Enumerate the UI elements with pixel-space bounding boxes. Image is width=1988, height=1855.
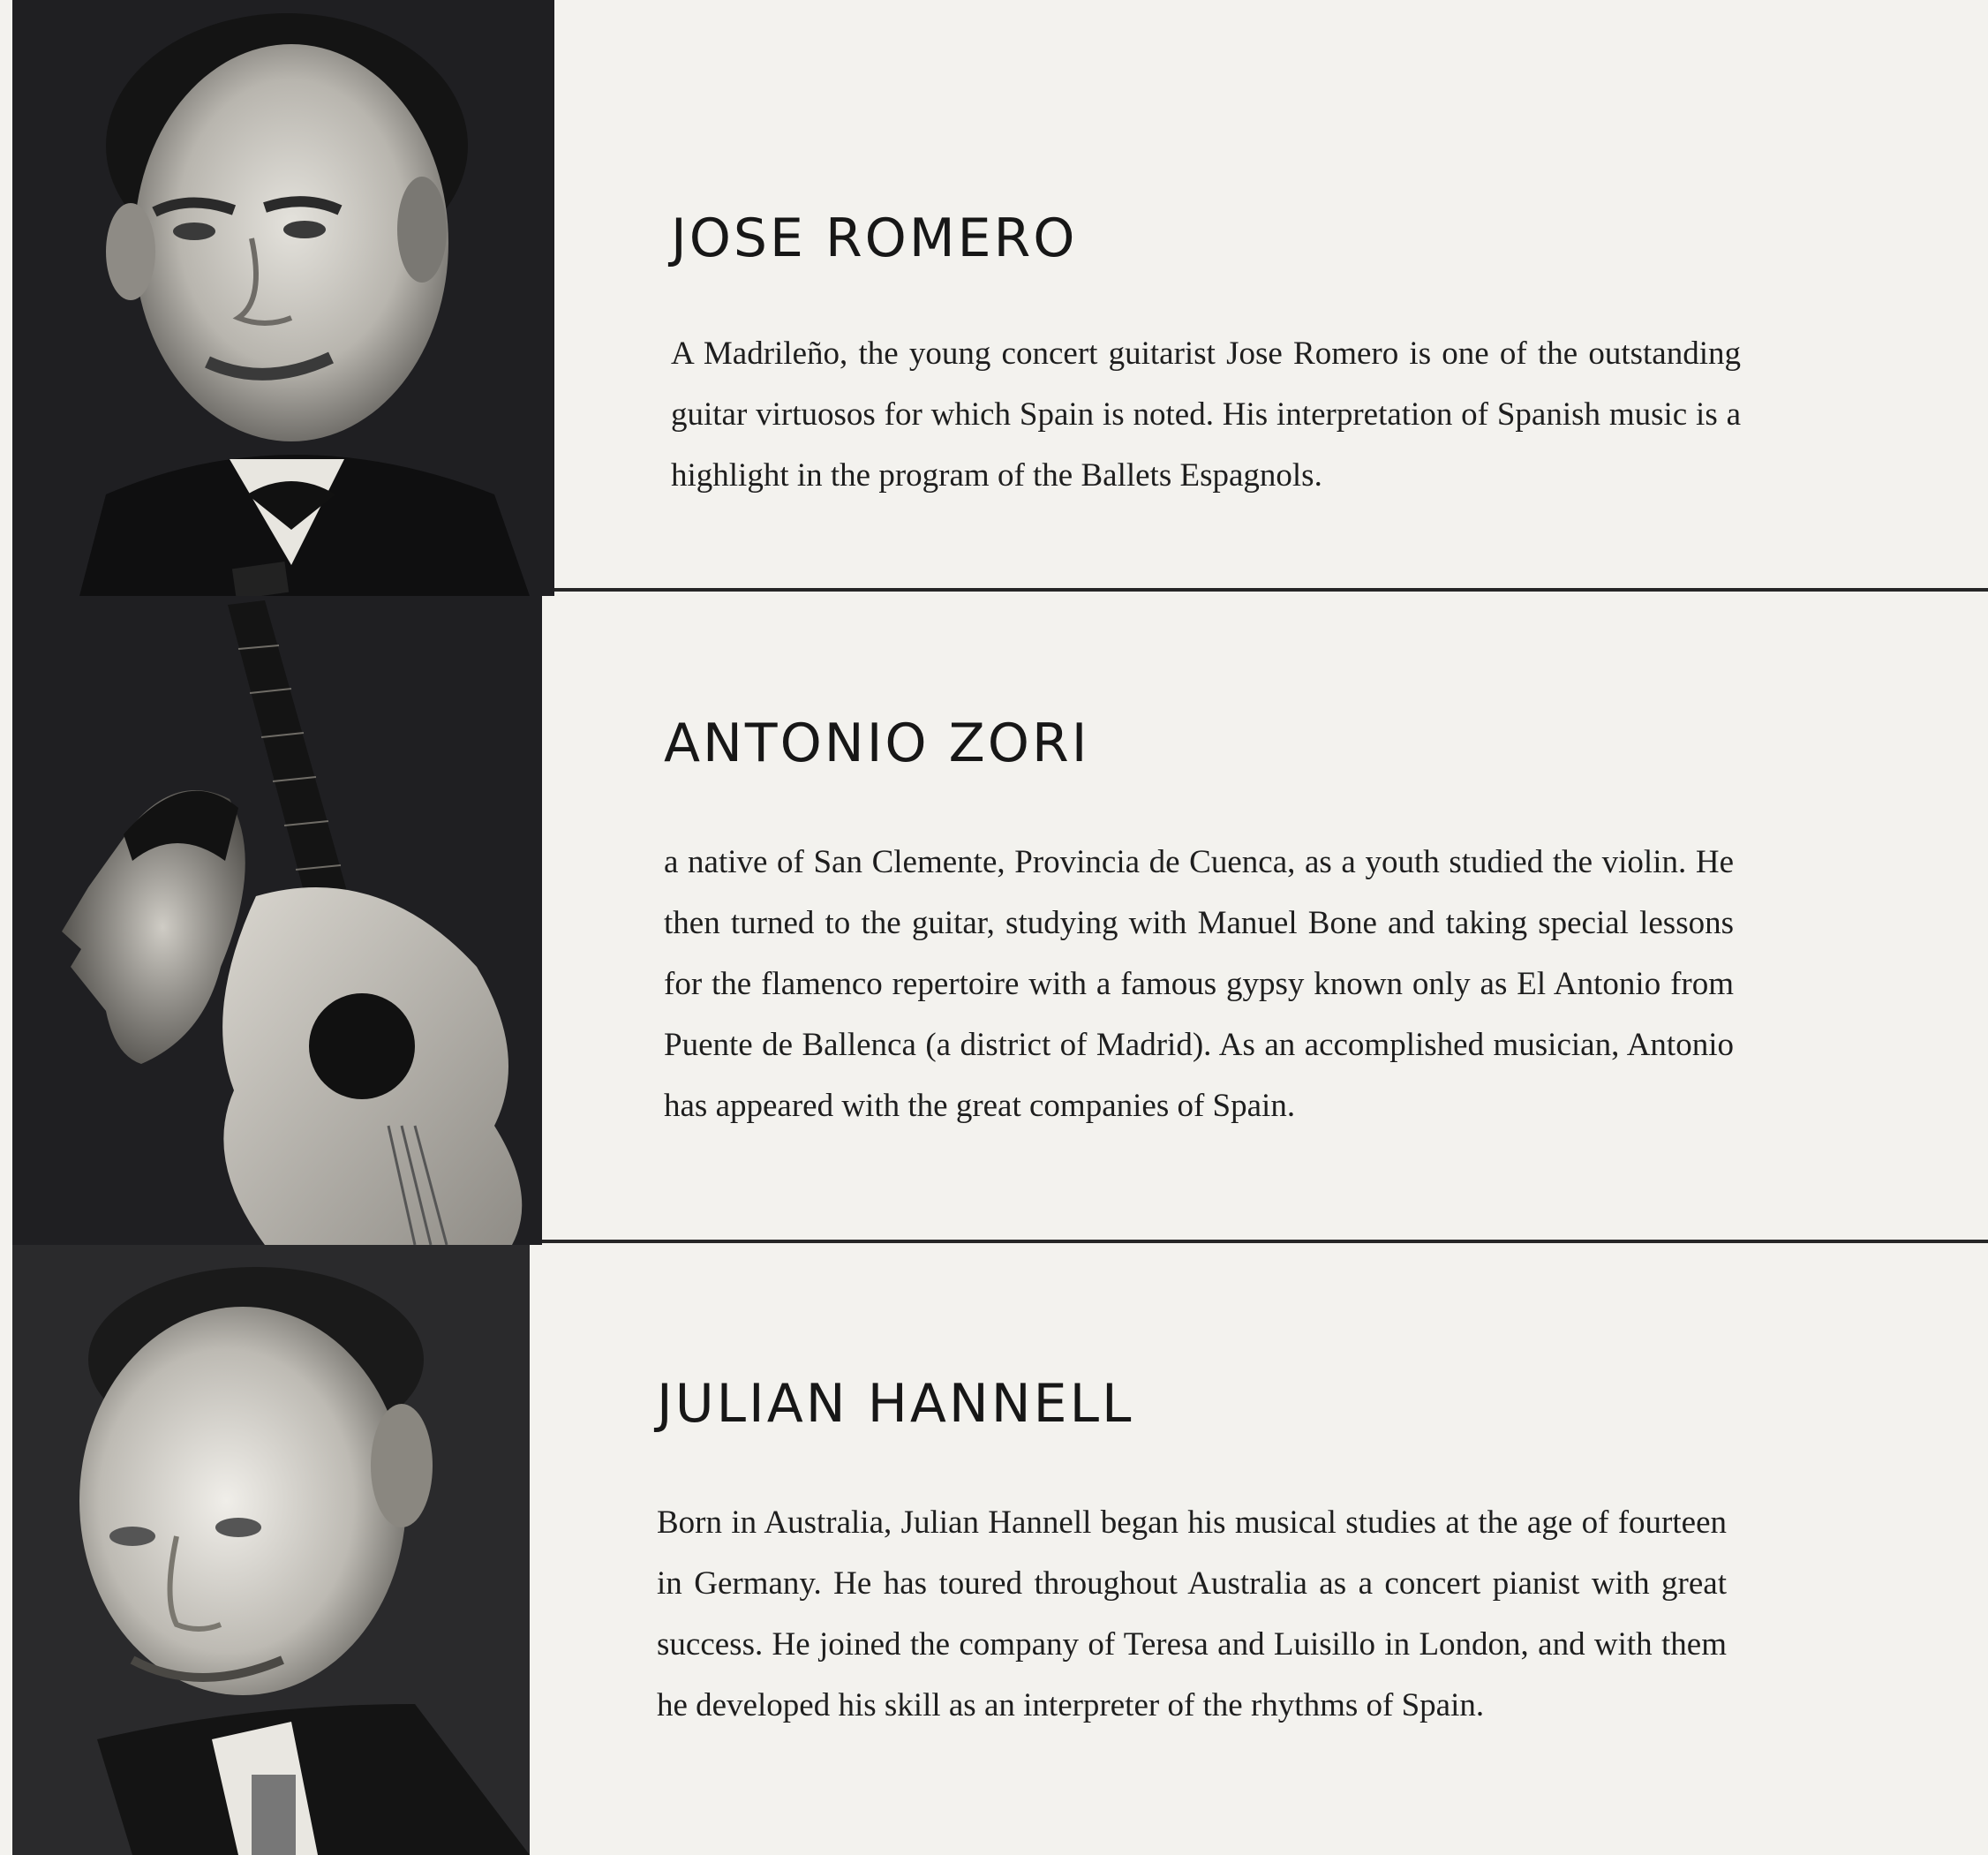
musician-bio: a native of San Clemente, Provincia de Cuenca, as a youth studied the violin. He then turned to the guitar, studying with Manuel Bone and taking special lessons for the flamenco repertoire with a famous gypsy known only as El Antonio from Puente de Ballenca (a district of Madrid). As an accomplished musician, Antonio has appeared with the great companies of Spain. (664, 844, 1734, 1124)
portrait-julian-hannell (0, 1245, 530, 1855)
portrait-jose-romero (0, 0, 554, 596)
bio-antonio-zori (664, 713, 1734, 1136)
musician-name: JOSE ROMERO (671, 207, 1078, 269)
section-divider (554, 588, 1988, 592)
portrait-antonio-zori (0, 596, 542, 1245)
section-divider (542, 1240, 1988, 1243)
musician-bio: A Madrileño, the young concert guitarist Jose Romero is one of the outstanding guitar virtuosos for which Spain is noted. His interpretation of Spanish music is a highlight in the program of the Ballets Espagnols. (671, 336, 1741, 494)
musician-name: ANTONIO ZORI (664, 713, 1090, 774)
bio-julian-hannell (657, 1373, 1727, 1736)
musician-bio: Born in Australia, Julian Hannell began his musical studies at the age of fourteen in Germany. He has toured throughout Australia as a concert pianist with great success. He joined the company of Teresa and Luisillo in London, and with them he developed his skill as an interpreter of the rhythms of Spain. (657, 1504, 1727, 1723)
musician-name: JULIAN HANNELL (657, 1373, 1134, 1435)
bio-jose-romero (671, 207, 1741, 506)
